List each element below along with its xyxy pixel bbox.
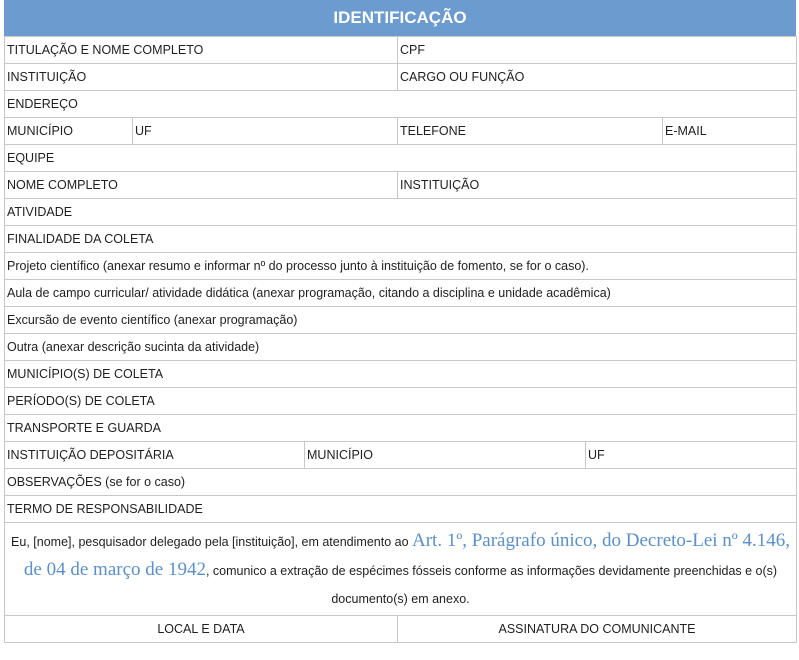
table-row <box>5 334 797 361</box>
term-statement <box>5 523 797 616</box>
table-row <box>5 91 797 118</box>
email-field[interactable]: E-MAIL <box>663 118 797 145</box>
form-title: IDENTIFICAÇÃO <box>4 0 796 36</box>
excursao-option[interactable]: Excursão de evento científico (anexar programação) <box>5 307 797 334</box>
term-text-before: Eu, [nome], pesquisador delegado pela [instituição], em atendimento ao <box>11 535 412 549</box>
table-row <box>5 415 797 442</box>
equipe-section: EQUIPE <box>5 145 797 172</box>
equipe-instituicao-field[interactable]: INSTITUIÇÃO <box>398 172 797 199</box>
table-row <box>5 64 797 91</box>
outra-option[interactable]: Outra (anexar descrição sucinta da atividade) <box>5 334 797 361</box>
finalidade-section: FINALIDADE DA COLETA <box>5 226 797 253</box>
table-row <box>5 388 797 415</box>
instituicao-depositaria-field[interactable]: INSTITUIÇÃO DEPOSITÁRIA <box>5 442 305 469</box>
endereco-field[interactable]: ENDEREÇO <box>5 91 797 118</box>
table-row <box>5 118 797 145</box>
cpf-field[interactable]: CPF <box>398 37 797 64</box>
identification-form <box>4 0 796 643</box>
nome-completo-field[interactable]: NOME COMPLETO <box>5 172 398 199</box>
municipios-coleta-field[interactable]: MUNICÍPIO(S) DE COLETA <box>5 361 797 388</box>
termo-section: TERMO DE RESPONSABILIDADE <box>5 496 797 523</box>
table-row <box>5 253 797 280</box>
periodos-coleta-field[interactable]: PERÍODO(S) DE COLETA <box>5 388 797 415</box>
table-row <box>5 469 797 496</box>
table-row <box>5 442 797 469</box>
table-row <box>5 37 797 64</box>
table-row <box>5 199 797 226</box>
cargo-field[interactable]: CARGO OU FUNÇÃO <box>398 64 797 91</box>
table-row <box>5 145 797 172</box>
instituicao-field[interactable]: INSTITUIÇÃO <box>5 64 398 91</box>
table-row <box>5 307 797 334</box>
legal-reference-link[interactable]: Art. 1º, Parágrafo único, do Decreto-Lei nº 4.146, de 04 de março de 1942 <box>23 530 790 580</box>
uf-field[interactable]: UF <box>133 118 398 145</box>
form-table <box>4 36 797 643</box>
projeto-option[interactable]: Projeto científico (anexar resumo e informar nº do processo junto à instituição de fomento, se for o caso). <box>5 253 797 280</box>
municipio-field[interactable]: MUNICÍPIO <box>5 118 133 145</box>
table-row <box>5 172 797 199</box>
assinatura-field[interactable]: ASSINATURA DO COMUNICANTE <box>398 616 797 643</box>
table-row <box>5 496 797 523</box>
term-text-after: , comunico a extração de espécimes fósseis conforme as informações devidamente preenchidas e o(s) documento(s) em anexo. <box>205 564 778 606</box>
atividade-section: ATIVIDADE <box>5 199 797 226</box>
table-row <box>5 523 797 616</box>
table-row <box>5 361 797 388</box>
table-row <box>5 616 797 643</box>
aula-option[interactable]: Aula de campo curricular/ atividade didática (anexar programação, citando a disciplina e unidade acadêmica) <box>5 280 797 307</box>
transporte-field[interactable]: TRANSPORTE E GUARDA <box>5 415 797 442</box>
local-data-field[interactable]: LOCAL E DATA <box>5 616 398 643</box>
table-row <box>5 280 797 307</box>
depositaria-uf-field[interactable]: UF <box>586 442 797 469</box>
titulacao-field[interactable]: TITULAÇÃO E NOME COMPLETO <box>5 37 398 64</box>
telefone-field[interactable]: TELEFONE <box>398 118 663 145</box>
depositaria-municipio-field[interactable]: MUNICÍPIO <box>305 442 586 469</box>
observacoes-field[interactable]: OBSERVAÇÕES (se for o caso) <box>5 469 797 496</box>
table-row <box>5 226 797 253</box>
